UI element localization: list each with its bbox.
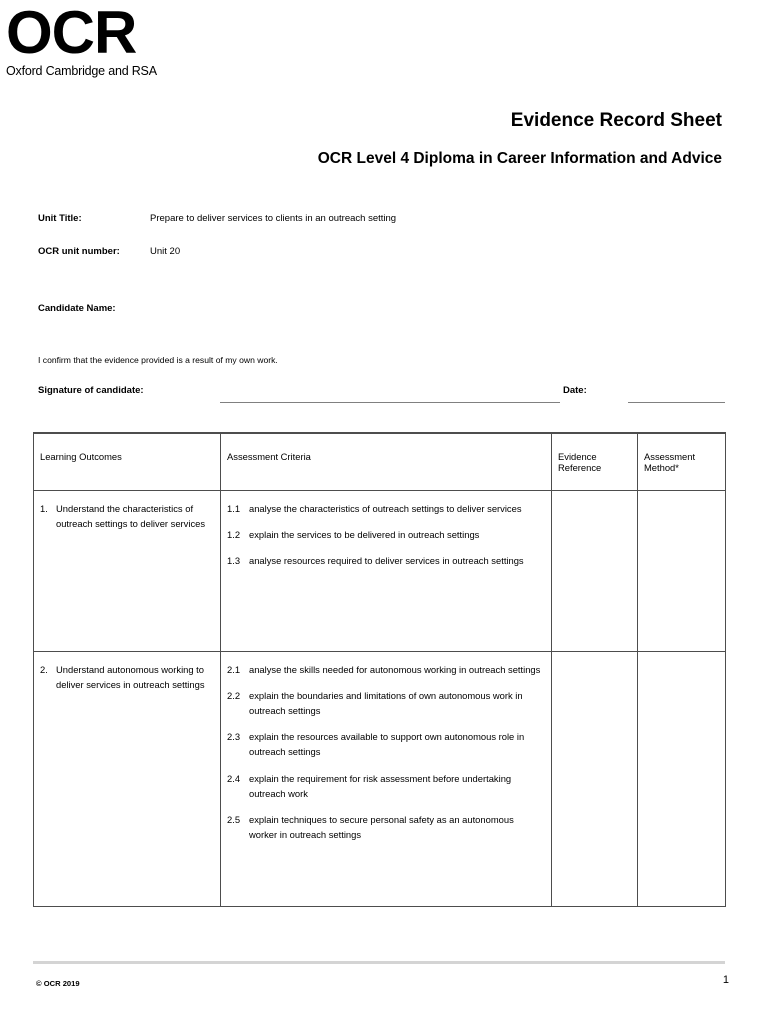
criterion-number: 2.4 bbox=[227, 772, 241, 784]
evidence-reference-cell[interactable] bbox=[552, 651, 638, 906]
unit-number-label: OCR unit number: bbox=[38, 246, 120, 257]
criterion-number: 2.5 bbox=[227, 814, 241, 826]
date-line[interactable] bbox=[628, 402, 725, 403]
learning-outcome-item bbox=[40, 501, 212, 531]
unit-title-label: Unit Title: bbox=[38, 213, 82, 224]
evidence-reference-cell[interactable] bbox=[552, 490, 638, 651]
criterion-number: 1.1 bbox=[227, 502, 241, 514]
learning-outcome-item bbox=[40, 662, 212, 692]
criterion-text: explain the boundaries and limitations of own autonomous work in outreach settings bbox=[249, 689, 523, 716]
assessment-criterion bbox=[227, 812, 543, 842]
evidence-reference-line-1: Evidence bbox=[558, 451, 597, 462]
assessment-criterion bbox=[227, 771, 543, 801]
ocr-logo-tagline: Oxford Cambridge and RSA bbox=[6, 63, 157, 78]
learning-outcome-text: Understand autonomous working to deliver services in outreach settings bbox=[56, 663, 205, 690]
learning-outcome-number: 1. bbox=[40, 502, 48, 514]
criterion-text: explain the services to be delivered in outreach settings bbox=[249, 528, 480, 540]
assessment-criterion bbox=[227, 688, 543, 718]
criterion-text: analyse resources required to deliver services in outreach settings bbox=[249, 554, 524, 566]
footer-divider bbox=[33, 961, 725, 964]
learning-outcome-cell bbox=[34, 490, 221, 651]
assessment-criterion bbox=[227, 662, 543, 677]
assessment-criterion bbox=[227, 527, 543, 542]
signature-line[interactable] bbox=[220, 402, 560, 403]
criterion-text: explain the requirement for risk assessment before undertaking outreach work bbox=[249, 772, 512, 799]
criterion-text: analyse the skills needed for autonomous working in outreach settings bbox=[249, 663, 541, 675]
page-title: Evidence Record Sheet bbox=[510, 110, 722, 131]
confirmation-statement: I confirm that the evidence provided is a result of my own work. bbox=[38, 355, 278, 365]
assessment-method-cell[interactable] bbox=[638, 651, 726, 906]
criterion-number: 2.1 bbox=[227, 663, 241, 675]
date-label: Date: bbox=[563, 385, 587, 396]
evidence-reference-line-2: Reference bbox=[558, 462, 602, 473]
table-header-row bbox=[34, 433, 726, 490]
ocr-logo bbox=[6, 0, 186, 78]
criterion-number: 2.2 bbox=[227, 689, 241, 701]
ocr-logo-wordmark: OCR bbox=[6, 0, 137, 66]
learning-outcome-number: 2. bbox=[40, 663, 48, 675]
evidence-record-table bbox=[33, 432, 726, 907]
footer-page-number: 1 bbox=[722, 974, 729, 986]
criterion-text: explain the resources available to support own autonomous role in outreach settings bbox=[249, 731, 525, 758]
assessment-criteria-cell bbox=[221, 651, 552, 906]
unit-number-value: Unit 20 bbox=[150, 246, 181, 257]
assessment-method-cell[interactable] bbox=[638, 490, 726, 651]
learning-outcome-text: Understand the characteristics of outreach settings to deliver services bbox=[56, 502, 206, 529]
assessment-method-line-1: Assessment bbox=[644, 451, 696, 462]
page-subtitle: OCR Level 4 Diploma in Career Information and Advice bbox=[317, 150, 722, 167]
unit-title-row bbox=[38, 213, 728, 224]
assessment-method-line-2: Method* bbox=[644, 462, 679, 473]
column-header-learning-outcomes: Learning Outcomes bbox=[34, 433, 221, 490]
assessment-criteria-cell bbox=[221, 490, 552, 651]
assessment-criteria-list bbox=[227, 662, 543, 843]
table-row bbox=[34, 490, 726, 651]
assessment-criteria-list bbox=[227, 501, 543, 569]
footer-copyright: © OCR 2019 bbox=[36, 979, 80, 988]
candidate-name-label: Candidate Name: bbox=[38, 303, 116, 314]
learning-outcome-cell bbox=[34, 651, 221, 906]
unit-title-value: Prepare to deliver services to clients in an outreach setting bbox=[150, 213, 397, 224]
column-header-assessment-criteria: Assessment Criteria bbox=[221, 433, 552, 490]
criterion-number: 2.3 bbox=[227, 731, 241, 743]
criterion-number: 1.2 bbox=[227, 528, 241, 540]
unit-number-row bbox=[38, 246, 728, 257]
assessment-criterion bbox=[227, 553, 543, 568]
column-header-assessment-method bbox=[638, 433, 726, 490]
criterion-number: 1.3 bbox=[227, 554, 241, 566]
criterion-text: analyse the characteristics of outreach settings to deliver services bbox=[249, 502, 522, 514]
table-row bbox=[34, 651, 726, 906]
assessment-criterion bbox=[227, 729, 543, 759]
column-header-evidence-reference bbox=[552, 433, 638, 490]
assessment-criterion bbox=[227, 501, 543, 516]
criterion-text: explain techniques to secure personal safety as an autonomous worker in outreach settings bbox=[249, 814, 514, 841]
signature-label: Signature of candidate: bbox=[38, 385, 144, 396]
